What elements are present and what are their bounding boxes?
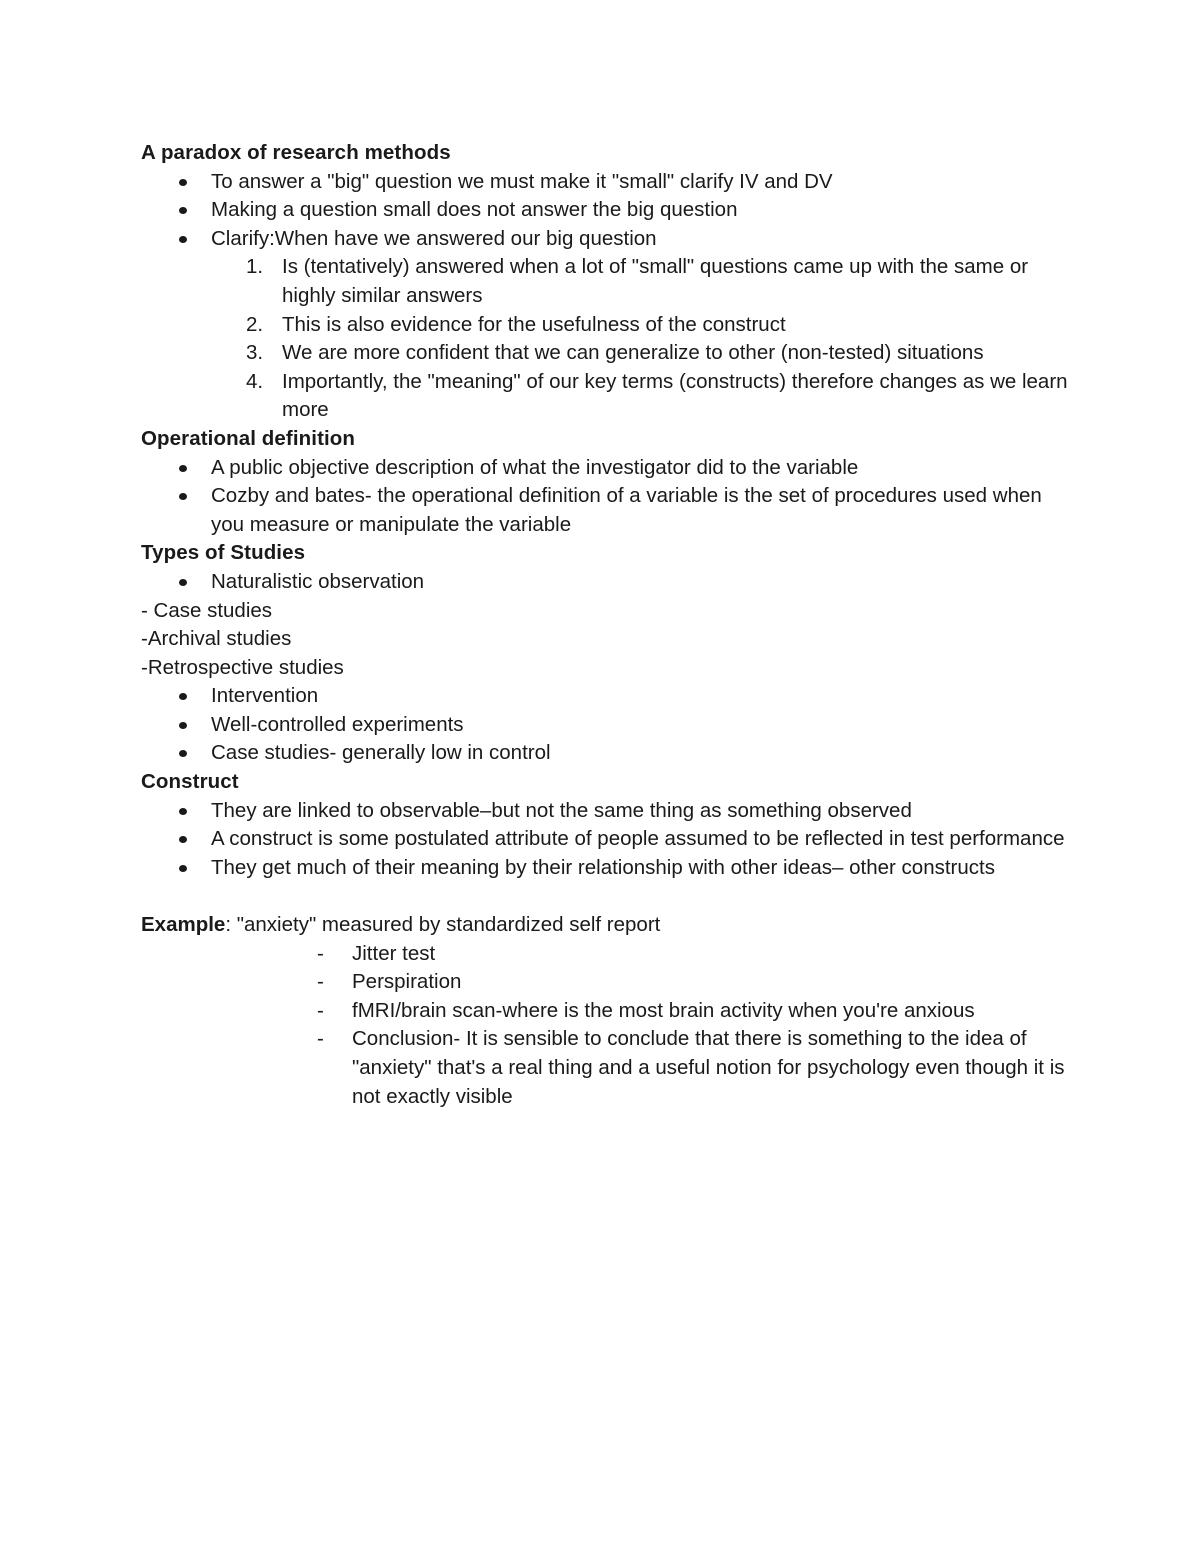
blank-line xyxy=(141,882,1071,911)
list-item-text: A construct is some postulated attribute of people assumed to be reflected in test performance xyxy=(211,827,1065,851)
list-item xyxy=(141,482,1071,539)
plain-line: -Retrospective studies xyxy=(141,655,344,679)
list-item-text: Case studies- generally low in control xyxy=(211,741,551,765)
plain-line: - Case studies xyxy=(141,598,273,622)
list-item-text: Jitter test xyxy=(352,941,436,965)
example-text: : "anxiety" measured by standardized self report xyxy=(225,913,661,937)
studies-bullet-list-a xyxy=(141,568,1071,597)
numbered-item xyxy=(141,311,1071,340)
list-item xyxy=(141,968,1071,997)
bullet-icon xyxy=(179,865,187,872)
item-number: 4. xyxy=(246,369,264,393)
bullet-icon xyxy=(179,207,187,214)
operational-bullet-list xyxy=(141,454,1071,540)
list-item xyxy=(141,568,1071,597)
list-item-text: Importantly, the "meaning" of our key terms (constructs) therefore changes as we learn more xyxy=(282,369,1068,422)
numbered-item xyxy=(141,368,1071,425)
list-item-text: They get much of their meaning by their relationship with other ideas– other constructs xyxy=(211,855,995,879)
list-item xyxy=(141,225,1071,254)
bullet-icon xyxy=(179,493,187,500)
list-item-text: This is also evidence for the usefulness of the construct xyxy=(282,312,786,336)
dash-marker: - xyxy=(317,941,324,965)
list-item-text: Conclusion- It is sensible to conclude that there is something to the idea of "anxiety" that's a real thing and a useful notion for psychology even though it is not exactly visible xyxy=(352,1027,1065,1108)
list-item xyxy=(141,682,1071,711)
example-label: Example xyxy=(141,913,226,937)
bullet-icon xyxy=(179,836,187,843)
paradox-numbered-list xyxy=(141,253,1071,425)
item-number: 3. xyxy=(246,341,264,365)
list-item-text: Is (tentatively) answered when a lot of "small" questions came up with the same or highly similar answers xyxy=(282,255,1029,307)
studies-bullet-list-b xyxy=(141,682,1071,768)
section-heading-construct: Construct xyxy=(141,770,239,794)
bullet-icon xyxy=(179,750,187,757)
list-item xyxy=(141,797,1071,826)
bullet-icon xyxy=(179,579,187,586)
list-item-text: We are more confident that we can generalize to other (non-tested) situations xyxy=(282,341,984,365)
bullet-icon xyxy=(179,693,187,700)
plain-line: -Archival studies xyxy=(141,627,292,651)
bullet-icon xyxy=(179,236,187,243)
numbered-item xyxy=(141,339,1071,368)
list-item xyxy=(141,454,1071,483)
list-item xyxy=(141,1025,1071,1111)
list-item-text: Making a question small does not answer the big question xyxy=(211,198,738,222)
example-line xyxy=(141,911,1071,940)
numbered-item xyxy=(141,253,1071,310)
list-item-text: Cozby and bates- the operational definition of a variable is the set of procedures used when you measure or manipulate the variable xyxy=(211,484,1042,536)
list-item-text: A public objective description of what the investigator did to the variable xyxy=(211,455,859,479)
example-dash-list xyxy=(141,940,1071,1112)
section-heading-paradox: A paradox of research methods xyxy=(141,141,451,164)
bullet-icon xyxy=(179,722,187,729)
list-item xyxy=(141,940,1071,969)
document-page xyxy=(141,139,1071,1111)
list-item-text: They are linked to observable–but not the same thing as something observed xyxy=(211,798,912,822)
section-heading-operational-definition: Operational definition xyxy=(141,426,356,450)
item-number: 2. xyxy=(246,312,264,336)
list-item-text: Clarify:When have we answered our big question xyxy=(211,226,657,250)
list-item-text: Naturalistic observation xyxy=(211,569,425,593)
dash-marker: - xyxy=(317,1027,324,1051)
item-number: 1. xyxy=(246,255,264,279)
bullet-icon xyxy=(179,808,187,815)
list-item-text: To answer a "big" question we must make it "small" clarify IV and DV xyxy=(211,169,833,193)
list-item xyxy=(141,168,1071,197)
bullet-icon xyxy=(179,179,187,186)
bullet-icon xyxy=(179,465,187,472)
dash-marker: - xyxy=(317,970,324,994)
list-item-text: Perspiration xyxy=(352,970,462,994)
list-item xyxy=(141,854,1071,883)
list-item xyxy=(141,825,1071,854)
construct-bullet-list xyxy=(141,797,1071,883)
list-item xyxy=(141,739,1071,768)
list-item-text: Intervention xyxy=(211,684,319,708)
paradox-bullet-list xyxy=(141,168,1071,254)
list-item-text: fMRI/brain scan-where is the most brain activity when you're anxious xyxy=(352,998,975,1022)
list-item-text: Well-controlled experiments xyxy=(211,712,464,736)
dash-marker: - xyxy=(317,998,324,1022)
list-item xyxy=(141,196,1071,225)
list-item xyxy=(141,997,1071,1026)
list-item xyxy=(141,711,1071,740)
section-heading-types-of-studies: Types of Studies xyxy=(141,541,306,565)
